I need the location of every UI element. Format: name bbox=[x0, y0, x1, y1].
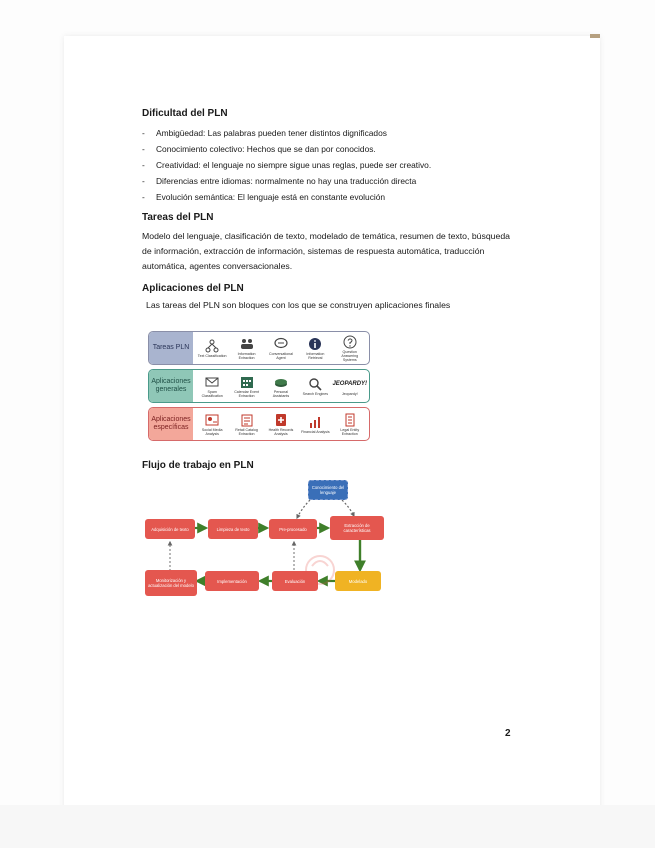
list-item: - Evolución semántica: El lenguaje está en constante evolución bbox=[142, 189, 512, 205]
page-content bbox=[142, 108, 512, 313]
step-evaluation: Evaluación bbox=[272, 571, 318, 591]
table-cell bbox=[335, 413, 365, 436]
health-icon bbox=[274, 413, 288, 427]
tasks-text: Modelo del lenguaje, clasificación de texto, modelado de temática, resumen de texto, búsqueda de información, extracción de información, sistemas de respuesta automática, traducción automática, agentes conversacionales. bbox=[142, 231, 511, 271]
list-item: - Conocimiento colectivo: Hechos que se dan por conocidos. bbox=[142, 141, 512, 157]
table-cell bbox=[232, 337, 262, 360]
cell-caption: Jeopardy! bbox=[341, 391, 358, 396]
chat-icon bbox=[274, 337, 288, 351]
social-icon bbox=[205, 413, 219, 427]
workflow-diagram bbox=[142, 478, 394, 604]
table-cell bbox=[300, 415, 330, 434]
step-cleaning: Limpieza de texto bbox=[208, 519, 258, 539]
cell-caption: Conversational Agent bbox=[268, 351, 293, 360]
cell-caption: Social Media Analysis bbox=[201, 427, 223, 436]
finance-icon bbox=[308, 415, 322, 429]
table-cell bbox=[197, 339, 227, 358]
network-icon bbox=[205, 339, 219, 353]
dashed-arrow bbox=[297, 500, 310, 518]
pln-blocks-table bbox=[148, 331, 370, 445]
cell-caption: Financial Analysis bbox=[301, 429, 330, 434]
cell-caption: Text Classification bbox=[197, 353, 227, 358]
paper-tab bbox=[590, 34, 600, 38]
cell-caption: Information Extraction bbox=[237, 351, 256, 360]
dashed-arrow bbox=[342, 500, 354, 516]
step-monitoring: Monitorización y actualización del modelo bbox=[145, 570, 197, 596]
table-row bbox=[148, 331, 370, 365]
table-cell bbox=[232, 375, 262, 398]
people-icon bbox=[240, 337, 254, 351]
cell-caption: Health Records Analysis bbox=[268, 427, 294, 436]
spam-icon bbox=[205, 375, 219, 389]
table-cell bbox=[300, 377, 330, 396]
difficulty-list bbox=[142, 125, 512, 205]
calendar-icon bbox=[240, 375, 254, 389]
cell-caption: Spam Classification bbox=[201, 389, 223, 398]
table-cell bbox=[300, 337, 330, 360]
workflow-title-wrap bbox=[142, 460, 254, 471]
search-icon bbox=[308, 377, 322, 391]
step-acquisition: Adquisición de texto bbox=[145, 519, 195, 539]
table-cell bbox=[335, 335, 365, 362]
table-cell bbox=[232, 413, 262, 436]
page-number: 2 bbox=[505, 728, 511, 739]
table-cell bbox=[266, 375, 296, 398]
row-label: Tareas PLN bbox=[149, 332, 193, 364]
applications-text: Las tareas del PLN son bloques con los que se construyen aplicaciones finales bbox=[146, 300, 451, 310]
difficulty-title: Dificultad del PLN bbox=[142, 108, 228, 119]
table-cell bbox=[332, 377, 368, 396]
step-implementation: Implementación bbox=[205, 571, 259, 591]
applications-title: Aplicaciones del PLN bbox=[142, 283, 244, 294]
table-cell bbox=[266, 413, 296, 436]
step-modeling: Modelado bbox=[335, 571, 381, 591]
step-feature-extraction: Extracción de características bbox=[330, 516, 384, 540]
cell-caption: Personal Assistants bbox=[272, 389, 290, 398]
table-row bbox=[148, 369, 370, 403]
table-cell bbox=[197, 413, 227, 436]
step-knowledge: Conocimiento del lenguaje bbox=[308, 480, 348, 500]
question-icon bbox=[343, 335, 357, 349]
list-item: - Ambigüedad: Las palabras pueden tener distintos dignificados bbox=[142, 125, 512, 141]
page-edge-shadow bbox=[0, 805, 655, 848]
assistant-icon bbox=[274, 375, 288, 389]
list-item: - Creatividad: el lenguaje no siempre sigue unas reglas, puede ser creativo. bbox=[142, 157, 512, 173]
table-cell bbox=[197, 375, 227, 398]
info-icon bbox=[308, 337, 322, 351]
list-item: - Diferencias entre idiomas: normalmente no hay una traducción directa bbox=[142, 173, 512, 189]
cell-caption: Legal Entity Extraction bbox=[340, 427, 360, 436]
table-row bbox=[148, 407, 370, 441]
legal-icon bbox=[343, 413, 357, 427]
cell-caption: Retail Catalog Extraction bbox=[235, 427, 258, 436]
workflow-title: Flujo de trabajo en PLN bbox=[142, 460, 254, 471]
step-preprocessing: Pre-procesado bbox=[269, 519, 317, 539]
tasks-title: Tareas del PLN bbox=[142, 212, 214, 223]
row-label: Aplicaciones generales bbox=[149, 370, 193, 402]
catalog-icon bbox=[240, 413, 254, 427]
row-label: Aplicaciones específicas bbox=[149, 408, 193, 440]
cell-caption: Question Answering Systems bbox=[341, 349, 359, 362]
table-cell bbox=[266, 337, 296, 360]
cell-caption: Calendar Event Extraction bbox=[234, 389, 259, 398]
jeopardy-logo: JEOPARDY! bbox=[332, 380, 368, 387]
cell-caption: Search Engines bbox=[302, 391, 329, 396]
cell-caption: Information Retrieval bbox=[306, 351, 325, 360]
